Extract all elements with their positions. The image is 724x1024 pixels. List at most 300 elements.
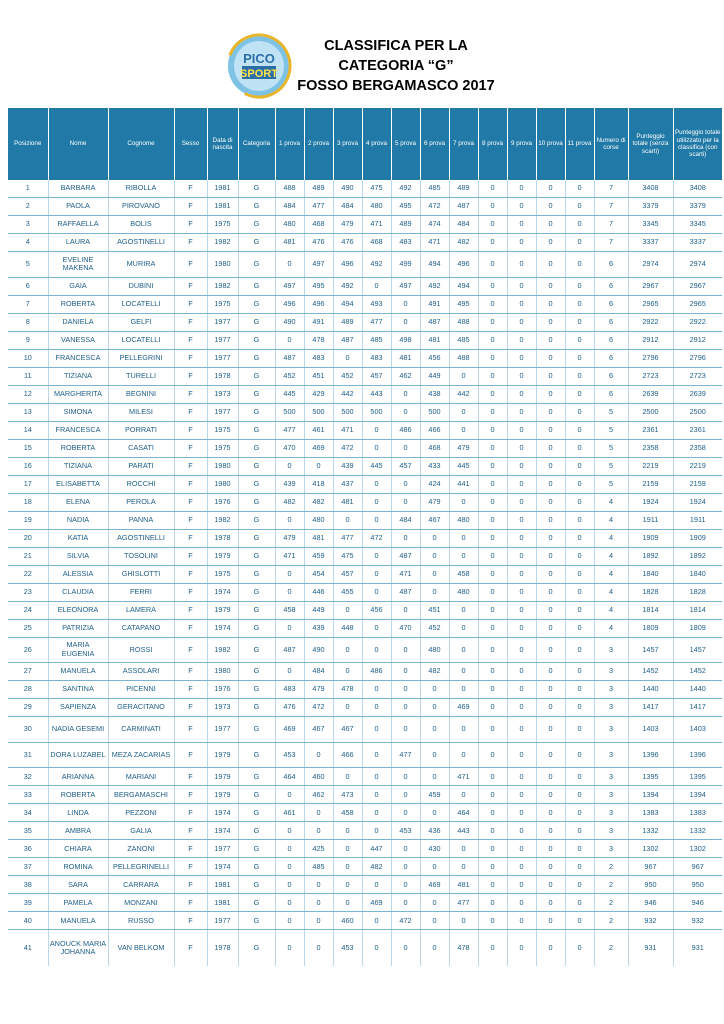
cell-posizione: 35	[8, 822, 48, 840]
cell-prova-7: 0	[449, 493, 478, 511]
cell-sesso: F	[174, 637, 207, 663]
cell-numero-corse: 6	[594, 349, 628, 367]
table-row	[8, 385, 722, 403]
cell-punteggio-totale: 1452	[628, 663, 673, 681]
column-header-prova-10: 10 prova	[536, 108, 565, 180]
cell-prova-10: 0	[536, 840, 565, 858]
cell-nome: ALESSIA	[48, 565, 108, 583]
cell-prova-8: 0	[478, 457, 507, 475]
cell-prova-6: 0	[420, 804, 449, 822]
cell-prova-4: 0	[362, 930, 391, 967]
cell-prova-5: 499	[391, 252, 420, 278]
table-row	[8, 180, 722, 198]
cell-prova-6: 449	[420, 367, 449, 385]
cell-punteggio-classifica: 3337	[673, 234, 722, 252]
cell-nome: CHIARA	[48, 840, 108, 858]
cell-punteggio-classifica: 1809	[673, 619, 722, 637]
cell-data-nascita: 1973	[207, 385, 238, 403]
cell-prova-9: 0	[507, 804, 536, 822]
cell-prova-4: 485	[362, 331, 391, 349]
cell-punteggio-classifica: 2974	[673, 252, 722, 278]
svg-text:SPORT: SPORT	[240, 68, 278, 80]
cell-prova-2: 491	[304, 313, 333, 331]
cell-prova-4: 0	[362, 637, 391, 663]
cell-data-nascita: 1976	[207, 681, 238, 699]
cell-prova-6: 468	[420, 439, 449, 457]
cell-prova-11: 0	[565, 234, 594, 252]
cell-prova-10: 0	[536, 822, 565, 840]
cell-prova-1: 487	[275, 637, 304, 663]
cell-prova-1: 0	[275, 822, 304, 840]
column-header-prova-4: 4 prova	[362, 108, 391, 180]
cell-prova-7: 481	[449, 876, 478, 894]
cell-categoria: G	[238, 742, 275, 768]
cell-prova-8: 0	[478, 331, 507, 349]
cell-nome: NADIA	[48, 511, 108, 529]
cell-numero-corse: 3	[594, 804, 628, 822]
cell-sesso: F	[174, 717, 207, 743]
cell-data-nascita: 1975	[207, 439, 238, 457]
cell-punteggio-classifica: 2159	[673, 475, 722, 493]
cell-nome: GAIA	[48, 277, 108, 295]
cell-prova-4: 475	[362, 180, 391, 198]
cell-prova-11: 0	[565, 912, 594, 930]
cell-prova-8: 0	[478, 403, 507, 421]
cell-prova-9: 0	[507, 331, 536, 349]
cell-prova-4: 0	[362, 804, 391, 822]
cell-prova-4: 0	[362, 439, 391, 457]
cell-prova-10: 0	[536, 252, 565, 278]
cell-data-nascita: 1979	[207, 742, 238, 768]
cell-data-nascita: 1974	[207, 583, 238, 601]
cell-nome: EVELINE MAKENA	[48, 252, 108, 278]
cell-posizione: 28	[8, 681, 48, 699]
table-row	[8, 565, 722, 583]
cell-posizione: 29	[8, 699, 48, 717]
cell-prova-4: 0	[362, 717, 391, 743]
cell-prova-6: 487	[420, 313, 449, 331]
cell-prova-10: 0	[536, 331, 565, 349]
cell-sesso: F	[174, 252, 207, 278]
table-row	[8, 912, 722, 930]
cell-prova-5: 0	[391, 768, 420, 786]
cell-prova-6: 0	[420, 583, 449, 601]
cell-data-nascita: 1981	[207, 876, 238, 894]
cell-prova-9: 0	[507, 619, 536, 637]
cell-prova-4: 0	[362, 912, 391, 930]
cell-prova-10: 0	[536, 198, 565, 216]
cell-prova-10: 0	[536, 619, 565, 637]
cell-prova-11: 0	[565, 565, 594, 583]
cell-punteggio-totale: 3408	[628, 180, 673, 198]
cell-nome: FRANCESCA	[48, 421, 108, 439]
standings-table	[8, 108, 722, 966]
cell-prova-2: 482	[304, 493, 333, 511]
cell-categoria: G	[238, 619, 275, 637]
cell-data-nascita: 1977	[207, 331, 238, 349]
cell-prova-3: 0	[333, 699, 362, 717]
cell-prova-4: 0	[362, 742, 391, 768]
cell-punteggio-classifica: 1394	[673, 786, 722, 804]
table-row	[8, 493, 722, 511]
cell-prova-2: 477	[304, 198, 333, 216]
cell-prova-9: 0	[507, 742, 536, 768]
cell-prova-3: 475	[333, 547, 362, 565]
cell-prova-3: 442	[333, 385, 362, 403]
cell-prova-7: 442	[449, 385, 478, 403]
cell-prova-2: 0	[304, 457, 333, 475]
cell-categoria: G	[238, 637, 275, 663]
cell-prova-3: 500	[333, 403, 362, 421]
cell-punteggio-totale: 967	[628, 858, 673, 876]
cell-cognome: PELLEGRINELLI	[108, 858, 174, 876]
cell-posizione: 33	[8, 786, 48, 804]
cell-prova-11: 0	[565, 858, 594, 876]
cell-posizione: 14	[8, 421, 48, 439]
table-row	[8, 349, 722, 367]
cell-prova-7: 0	[449, 742, 478, 768]
cell-prova-1: 0	[275, 858, 304, 876]
cell-prova-8: 0	[478, 493, 507, 511]
cell-data-nascita: 1980	[207, 457, 238, 475]
cell-punteggio-totale: 2974	[628, 252, 673, 278]
cell-sesso: F	[174, 583, 207, 601]
table-row	[8, 439, 722, 457]
cell-data-nascita: 1975	[207, 421, 238, 439]
cell-prova-1: 476	[275, 699, 304, 717]
cell-prova-3: 0	[333, 840, 362, 858]
cell-prova-11: 0	[565, 681, 594, 699]
cell-posizione: 25	[8, 619, 48, 637]
cell-prova-8: 0	[478, 681, 507, 699]
cell-prova-3: 467	[333, 717, 362, 743]
cell-prova-2: 439	[304, 619, 333, 637]
cell-data-nascita: 1973	[207, 699, 238, 717]
cell-nome: RAFFAELLA	[48, 216, 108, 234]
cell-prova-2: 449	[304, 601, 333, 619]
table-row	[8, 367, 722, 385]
cell-prova-1: 469	[275, 717, 304, 743]
cell-data-nascita: 1978	[207, 367, 238, 385]
cell-prova-3: 455	[333, 583, 362, 601]
cell-prova-6: 481	[420, 331, 449, 349]
cell-prova-4: 0	[362, 822, 391, 840]
cell-prova-2: 462	[304, 786, 333, 804]
table-row	[8, 421, 722, 439]
cell-prova-11: 0	[565, 601, 594, 619]
cell-data-nascita: 1979	[207, 786, 238, 804]
cell-prova-5: 0	[391, 601, 420, 619]
cell-sesso: F	[174, 601, 207, 619]
cell-categoria: G	[238, 493, 275, 511]
cell-prova-7: 445	[449, 457, 478, 475]
cell-prova-1: 0	[275, 565, 304, 583]
cell-sesso: F	[174, 421, 207, 439]
cell-prova-11: 0	[565, 475, 594, 493]
cell-nome: TIZIANA	[48, 457, 108, 475]
cell-nome: ROBERTA	[48, 295, 108, 313]
cell-punteggio-totale: 2159	[628, 475, 673, 493]
cell-prova-11: 0	[565, 529, 594, 547]
cell-prova-11: 0	[565, 717, 594, 743]
cell-prova-11: 0	[565, 583, 594, 601]
cell-nome: ARIANNA	[48, 768, 108, 786]
cell-prova-10: 0	[536, 804, 565, 822]
cell-prova-7: 480	[449, 511, 478, 529]
cell-prova-6: 433	[420, 457, 449, 475]
cell-data-nascita: 1975	[207, 295, 238, 313]
cell-sesso: F	[174, 475, 207, 493]
cell-prova-9: 0	[507, 252, 536, 278]
cell-prova-2: 425	[304, 840, 333, 858]
cell-prova-7: 482	[449, 234, 478, 252]
cell-posizione: 10	[8, 349, 48, 367]
cell-categoria: G	[238, 583, 275, 601]
cell-prova-7: 0	[449, 681, 478, 699]
cell-sesso: F	[174, 180, 207, 198]
cell-punteggio-totale: 2912	[628, 331, 673, 349]
cell-punteggio-classifica: 1417	[673, 699, 722, 717]
cell-cognome: LOCATELLI	[108, 331, 174, 349]
cell-prova-5: 0	[391, 840, 420, 858]
cell-punteggio-classifica: 1814	[673, 601, 722, 619]
cell-categoria: G	[238, 912, 275, 930]
cell-prova-9: 0	[507, 198, 536, 216]
cell-prova-5: 487	[391, 583, 420, 601]
cell-nome: ROBERTA	[48, 439, 108, 457]
cell-posizione: 20	[8, 529, 48, 547]
cell-prova-3: 439	[333, 457, 362, 475]
cell-punteggio-totale: 2922	[628, 313, 673, 331]
cell-prova-6: 466	[420, 421, 449, 439]
cell-prova-9: 0	[507, 529, 536, 547]
cell-prova-10: 0	[536, 313, 565, 331]
cell-categoria: G	[238, 699, 275, 717]
cell-prova-4: 471	[362, 216, 391, 234]
cell-prova-5: 0	[391, 439, 420, 457]
table-row	[8, 681, 722, 699]
cell-sesso: F	[174, 457, 207, 475]
cell-punteggio-classifica: 1457	[673, 637, 722, 663]
cell-cognome: CARRARA	[108, 876, 174, 894]
cell-data-nascita: 1974	[207, 858, 238, 876]
cell-prova-5: 0	[391, 663, 420, 681]
cell-prova-10: 0	[536, 457, 565, 475]
cell-prova-8: 0	[478, 717, 507, 743]
cell-nome: BARBARA	[48, 180, 108, 198]
cell-prova-1: 479	[275, 529, 304, 547]
cell-numero-corse: 2	[594, 894, 628, 912]
cell-prova-1: 487	[275, 349, 304, 367]
cell-numero-corse: 4	[594, 547, 628, 565]
cell-categoria: G	[238, 547, 275, 565]
cell-prova-9: 0	[507, 547, 536, 565]
cell-prova-5: 471	[391, 565, 420, 583]
cell-nome: ELENA	[48, 493, 108, 511]
cell-punteggio-totale: 1396	[628, 742, 673, 768]
cell-prova-1: 481	[275, 234, 304, 252]
cell-prova-8: 0	[478, 601, 507, 619]
cell-sesso: F	[174, 804, 207, 822]
cell-punteggio-classifica: 932	[673, 912, 722, 930]
cell-prova-4: 0	[362, 547, 391, 565]
cell-prova-10: 0	[536, 349, 565, 367]
cell-prova-7: 0	[449, 637, 478, 663]
cell-prova-5: 462	[391, 367, 420, 385]
cell-numero-corse: 6	[594, 385, 628, 403]
cell-numero-corse: 5	[594, 421, 628, 439]
table-row	[8, 313, 722, 331]
cell-prova-10: 0	[536, 768, 565, 786]
cell-posizione: 1	[8, 180, 48, 198]
cell-prova-11: 0	[565, 840, 594, 858]
cell-numero-corse: 7	[594, 198, 628, 216]
cell-prova-8: 0	[478, 858, 507, 876]
cell-numero-corse: 4	[594, 601, 628, 619]
cell-prova-11: 0	[565, 198, 594, 216]
cell-data-nascita: 1982	[207, 277, 238, 295]
table-row	[8, 876, 722, 894]
cell-nome: MANUELA	[48, 663, 108, 681]
cell-punteggio-totale: 932	[628, 912, 673, 930]
cell-numero-corse: 3	[594, 742, 628, 768]
cell-nome: MARGHERITA	[48, 385, 108, 403]
cell-prova-8: 0	[478, 840, 507, 858]
cell-prova-2: 489	[304, 180, 333, 198]
cell-categoria: G	[238, 768, 275, 786]
cell-data-nascita: 1979	[207, 601, 238, 619]
cell-prova-10: 0	[536, 583, 565, 601]
cell-prova-6: 430	[420, 840, 449, 858]
cell-prova-10: 0	[536, 180, 565, 198]
cell-cognome: TOSOLINI	[108, 547, 174, 565]
cell-prova-2: 469	[304, 439, 333, 457]
cell-data-nascita: 1979	[207, 547, 238, 565]
column-header-prova-9: 9 prova	[507, 108, 536, 180]
cell-posizione: 22	[8, 565, 48, 583]
cell-prova-10: 0	[536, 912, 565, 930]
cell-nome: LAURA	[48, 234, 108, 252]
cell-prova-7: 464	[449, 804, 478, 822]
cell-prova-4: 0	[362, 681, 391, 699]
cell-prova-4: 0	[362, 277, 391, 295]
cell-prova-7: 487	[449, 198, 478, 216]
cell-prova-9: 0	[507, 565, 536, 583]
cell-prova-11: 0	[565, 313, 594, 331]
cell-prova-7: 477	[449, 894, 478, 912]
cell-cognome: AGOSTINELLI	[108, 529, 174, 547]
cell-cognome: BEGNINI	[108, 385, 174, 403]
table-row	[8, 717, 722, 743]
cell-posizione: 31	[8, 742, 48, 768]
column-header-prova-1: 1 prova	[275, 108, 304, 180]
cell-prova-5: 0	[391, 475, 420, 493]
cell-prova-6: 0	[420, 547, 449, 565]
cell-sesso: F	[174, 331, 207, 349]
cell-sesso: F	[174, 822, 207, 840]
cell-prova-6: 0	[420, 894, 449, 912]
cell-posizione: 26	[8, 637, 48, 663]
cell-categoria: G	[238, 804, 275, 822]
cell-punteggio-classifica: 1911	[673, 511, 722, 529]
cell-prova-1: 496	[275, 295, 304, 313]
cell-sesso: F	[174, 234, 207, 252]
cell-numero-corse: 3	[594, 699, 628, 717]
cell-prova-8: 0	[478, 367, 507, 385]
cell-prova-5: 483	[391, 234, 420, 252]
cell-categoria: G	[238, 252, 275, 278]
cell-prova-11: 0	[565, 742, 594, 768]
cell-punteggio-totale: 931	[628, 930, 673, 967]
cell-prova-9: 0	[507, 180, 536, 198]
cell-punteggio-classifica: 1924	[673, 493, 722, 511]
cell-prova-9: 0	[507, 822, 536, 840]
column-header-prova-11: 11 prova	[565, 108, 594, 180]
cell-prova-2: 490	[304, 637, 333, 663]
cell-prova-4: 0	[362, 768, 391, 786]
cell-prova-6: 424	[420, 475, 449, 493]
cell-prova-3: 479	[333, 216, 362, 234]
cell-prova-1: 0	[275, 619, 304, 637]
cell-punteggio-classifica: 2723	[673, 367, 722, 385]
cell-cognome: DUBINI	[108, 277, 174, 295]
cell-prova-9: 0	[507, 717, 536, 743]
cell-numero-corse: 6	[594, 252, 628, 278]
cell-numero-corse: 3	[594, 822, 628, 840]
table-body	[8, 180, 722, 966]
cell-prova-11: 0	[565, 180, 594, 198]
cell-sesso: F	[174, 619, 207, 637]
cell-posizione: 4	[8, 234, 48, 252]
cell-categoria: G	[238, 717, 275, 743]
cell-prova-7: 480	[449, 583, 478, 601]
cell-nome: PAMELA	[48, 894, 108, 912]
cell-prova-2: 460	[304, 768, 333, 786]
cell-prova-4: 447	[362, 840, 391, 858]
cell-prova-3: 492	[333, 277, 362, 295]
cell-prova-10: 0	[536, 601, 565, 619]
table-row	[8, 804, 722, 822]
cell-prova-6: 456	[420, 349, 449, 367]
cell-sesso: F	[174, 313, 207, 331]
cell-prova-5: 0	[391, 493, 420, 511]
cell-punteggio-totale: 1840	[628, 565, 673, 583]
cell-data-nascita: 1977	[207, 349, 238, 367]
cell-posizione: 21	[8, 547, 48, 565]
cell-prova-5: 0	[391, 295, 420, 313]
cell-prova-3: 458	[333, 804, 362, 822]
cell-prova-5: 0	[391, 681, 420, 699]
cell-prova-5: 470	[391, 619, 420, 637]
cell-punteggio-totale: 1911	[628, 511, 673, 529]
cell-prova-2: 497	[304, 252, 333, 278]
cell-prova-8: 0	[478, 529, 507, 547]
cell-prova-4: 500	[362, 403, 391, 421]
cell-punteggio-totale: 1924	[628, 493, 673, 511]
table-row	[8, 475, 722, 493]
table-row	[8, 403, 722, 421]
page-title	[286, 36, 506, 96]
cell-data-nascita: 1974	[207, 619, 238, 637]
cell-prova-1: 484	[275, 198, 304, 216]
cell-prova-6: 0	[420, 930, 449, 967]
cell-prova-8: 0	[478, 912, 507, 930]
cell-prova-11: 0	[565, 493, 594, 511]
cell-prova-1: 500	[275, 403, 304, 421]
cell-cognome: CASATI	[108, 439, 174, 457]
cell-prova-5: 472	[391, 912, 420, 930]
cell-prova-2: 0	[304, 822, 333, 840]
